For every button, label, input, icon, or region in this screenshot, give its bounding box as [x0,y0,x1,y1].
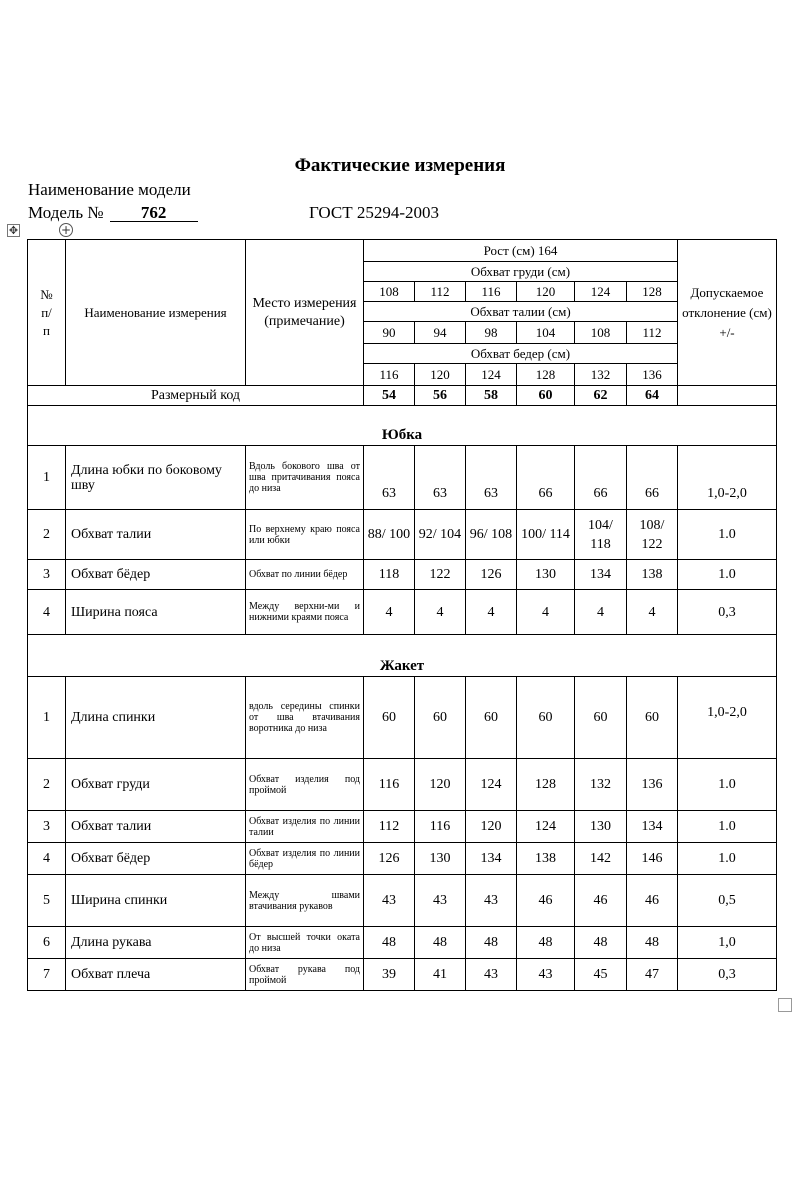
row-value: 146 [627,843,678,875]
row-name: Обхват бёдер [66,560,246,590]
model-number-value: 762 [110,204,198,222]
row-value: 4 [466,590,517,635]
row-tolerance: 1.0 [678,759,777,811]
row-value: 60 [415,677,466,759]
row-value: 122 [415,560,466,590]
row-value: 136 [627,759,678,811]
row-tolerance: 1.0 [678,811,777,843]
row-value: 124 [466,759,517,811]
row-value: 118 [364,560,415,590]
row-value: 48 [627,927,678,959]
size-code: 56 [415,386,466,406]
header-waist-value: 104 [517,322,575,344]
header-chest-value: 116 [466,282,517,302]
row-place: Обхват изделия по линии талии [246,811,364,843]
row-value: 63 [364,446,415,510]
row-tolerance: 0,3 [678,959,777,991]
row-value: 130 [517,560,575,590]
row-num: 1 [28,677,66,759]
table-move-icon[interactable]: ✥ [8,224,19,237]
header-waist-value: 94 [415,322,466,344]
row-value: 48 [575,927,627,959]
row-value: 60 [575,677,627,759]
row-value: 47 [627,959,678,991]
header-waist-value: 98 [466,322,517,344]
row-tolerance: 1,0-2,0 [678,446,777,510]
row-num: 4 [28,843,66,875]
header-waist-value: 108 [575,322,627,344]
row-name: Обхват талии [66,811,246,843]
row-num: 3 [28,560,66,590]
row-tolerance: 1.0 [678,843,777,875]
row-value: 60 [627,677,678,759]
header-name: Наименование измерения [66,240,246,386]
row-value: 134 [466,843,517,875]
row-value: 4 [364,590,415,635]
row-value: 126 [466,560,517,590]
row-place: Вдоль бокового шва от шва притачивания пояса до низа [246,446,364,510]
row-value: 128 [517,759,575,811]
row-value: 130 [415,843,466,875]
row-tolerance: 1.0 [678,560,777,590]
header-chest-value: 112 [415,282,466,302]
row-value: 92/ 104 [415,510,466,560]
size-code: 62 [575,386,627,406]
row-value: 60 [364,677,415,759]
row-value: 46 [517,875,575,927]
header-hips-value: 116 [364,364,415,386]
row-value: 66 [575,446,627,510]
row-value: 120 [466,811,517,843]
row-value: 88/ 100 [364,510,415,560]
row-value: 48 [466,927,517,959]
header-hips-label: Обхват бедер (см) [364,344,678,364]
row-value: 4 [575,590,627,635]
gost-standard: ГОСТ 25294-2003 [309,203,440,222]
row-place: По верхнему краю пояса или юбки [246,510,364,560]
row-value: 138 [627,560,678,590]
row-value: 134 [627,811,678,843]
row-value: 43 [364,875,415,927]
row-value: 45 [575,959,627,991]
row-value: 96/ 108 [466,510,517,560]
row-num: 1 [28,446,66,510]
header-hips-value: 120 [415,364,466,386]
row-value: 138 [517,843,575,875]
row-num: 7 [28,959,66,991]
row-place: Обхват по линии бёдер [246,560,364,590]
header-place: Место измерения (примечание) [246,240,364,386]
row-num: 4 [28,590,66,635]
header-waist-label: Обхват талии (см) [364,302,678,322]
header-hips-value: 136 [627,364,678,386]
row-value: 63 [466,446,517,510]
row-num: 6 [28,927,66,959]
row-value: 66 [627,446,678,510]
row-value: 41 [415,959,466,991]
model-number-label: Модель № [28,203,104,222]
model-name-label: Наименование модели [28,180,191,199]
row-value: 4 [517,590,575,635]
row-num: 2 [28,759,66,811]
row-num: 5 [28,875,66,927]
header-hips-value: 128 [517,364,575,386]
row-name: Обхват бёдер [66,843,246,875]
row-name: Длина юбки по боковому шву [66,446,246,510]
row-place: вдоль середины спинки от шва втачивания воротника до низа [246,677,364,759]
size-code: 64 [627,386,678,406]
row-place: Обхват изделия под проймой [246,759,364,811]
row-place: От высшей точки оката до низа [246,927,364,959]
size-code-empty [678,386,777,406]
row-value: 43 [466,875,517,927]
row-value: 48 [415,927,466,959]
row-value: 39 [364,959,415,991]
row-name: Обхват плеча [66,959,246,991]
header-waist-value: 112 [627,322,678,344]
row-value: 48 [517,927,575,959]
row-value: 116 [415,811,466,843]
section-title-jacket: Жакет [28,635,777,677]
row-value: 60 [466,677,517,759]
row-name: Ширина спинки [66,875,246,927]
row-value: 130 [575,811,627,843]
table-resize-handle[interactable] [778,998,792,1012]
size-code-label: Размерный код [28,386,364,406]
header-chest-label: Обхват груди (см) [364,262,678,282]
row-value: 48 [364,927,415,959]
row-tolerance: 1,0-2,0 [678,677,777,759]
row-value: 132 [575,759,627,811]
header-chest-value: 120 [517,282,575,302]
row-value: 100/ 114 [517,510,575,560]
row-value: 63 [415,446,466,510]
add-column-icon[interactable]: + [60,223,72,237]
section-title-skirt: Юбка [28,406,777,446]
header-tolerance: Допускаемое отклонение (см) +/- [678,240,777,386]
row-name: Обхват талии [66,510,246,560]
model-number-line [28,203,198,223]
row-name: Обхват груди [66,759,246,811]
row-value: 108/ 122 [627,510,678,560]
row-tolerance: 1,0 [678,927,777,959]
measurements-table [27,239,777,991]
row-name: Ширина пояса [66,590,246,635]
size-code: 58 [466,386,517,406]
row-value: 4 [627,590,678,635]
row-value: 124 [517,811,575,843]
row-value: 120 [415,759,466,811]
row-value: 104/ 118 [575,510,627,560]
size-code: 60 [517,386,575,406]
row-value: 112 [364,811,415,843]
row-value: 46 [575,875,627,927]
row-place: Между верхни-ми и нижними краями пояса [246,590,364,635]
row-tolerance: 1.0 [678,510,777,560]
header-hips-value: 132 [575,364,627,386]
row-value: 142 [575,843,627,875]
row-value: 60 [517,677,575,759]
row-value: 66 [517,446,575,510]
row-place: Между швами втачивания рукавов [246,875,364,927]
row-place: Обхват рукава под проймой [246,959,364,991]
row-value: 4 [415,590,466,635]
row-value: 134 [575,560,627,590]
row-value: 46 [627,875,678,927]
header-num: № п/ п [28,240,66,386]
header-chest-value: 108 [364,282,415,302]
row-value: 126 [364,843,415,875]
row-name: Длина рукава [66,927,246,959]
row-tolerance: 0,5 [678,875,777,927]
page-title: Фактические измерения [294,155,506,176]
row-value: 43 [466,959,517,991]
header-waist-value: 90 [364,322,415,344]
row-value: 116 [364,759,415,811]
header-chest-value: 128 [627,282,678,302]
row-value: 43 [415,875,466,927]
row-tolerance: 0,3 [678,590,777,635]
header-height: Рост (см) 164 [364,240,678,262]
row-num: 3 [28,811,66,843]
header-hips-value: 124 [466,364,517,386]
row-place: Обхват изделия по линии бёдер [246,843,364,875]
row-name: Длина спинки [66,677,246,759]
size-code: 54 [364,386,415,406]
header-chest-value: 124 [575,282,627,302]
row-value: 43 [517,959,575,991]
row-num: 2 [28,510,66,560]
